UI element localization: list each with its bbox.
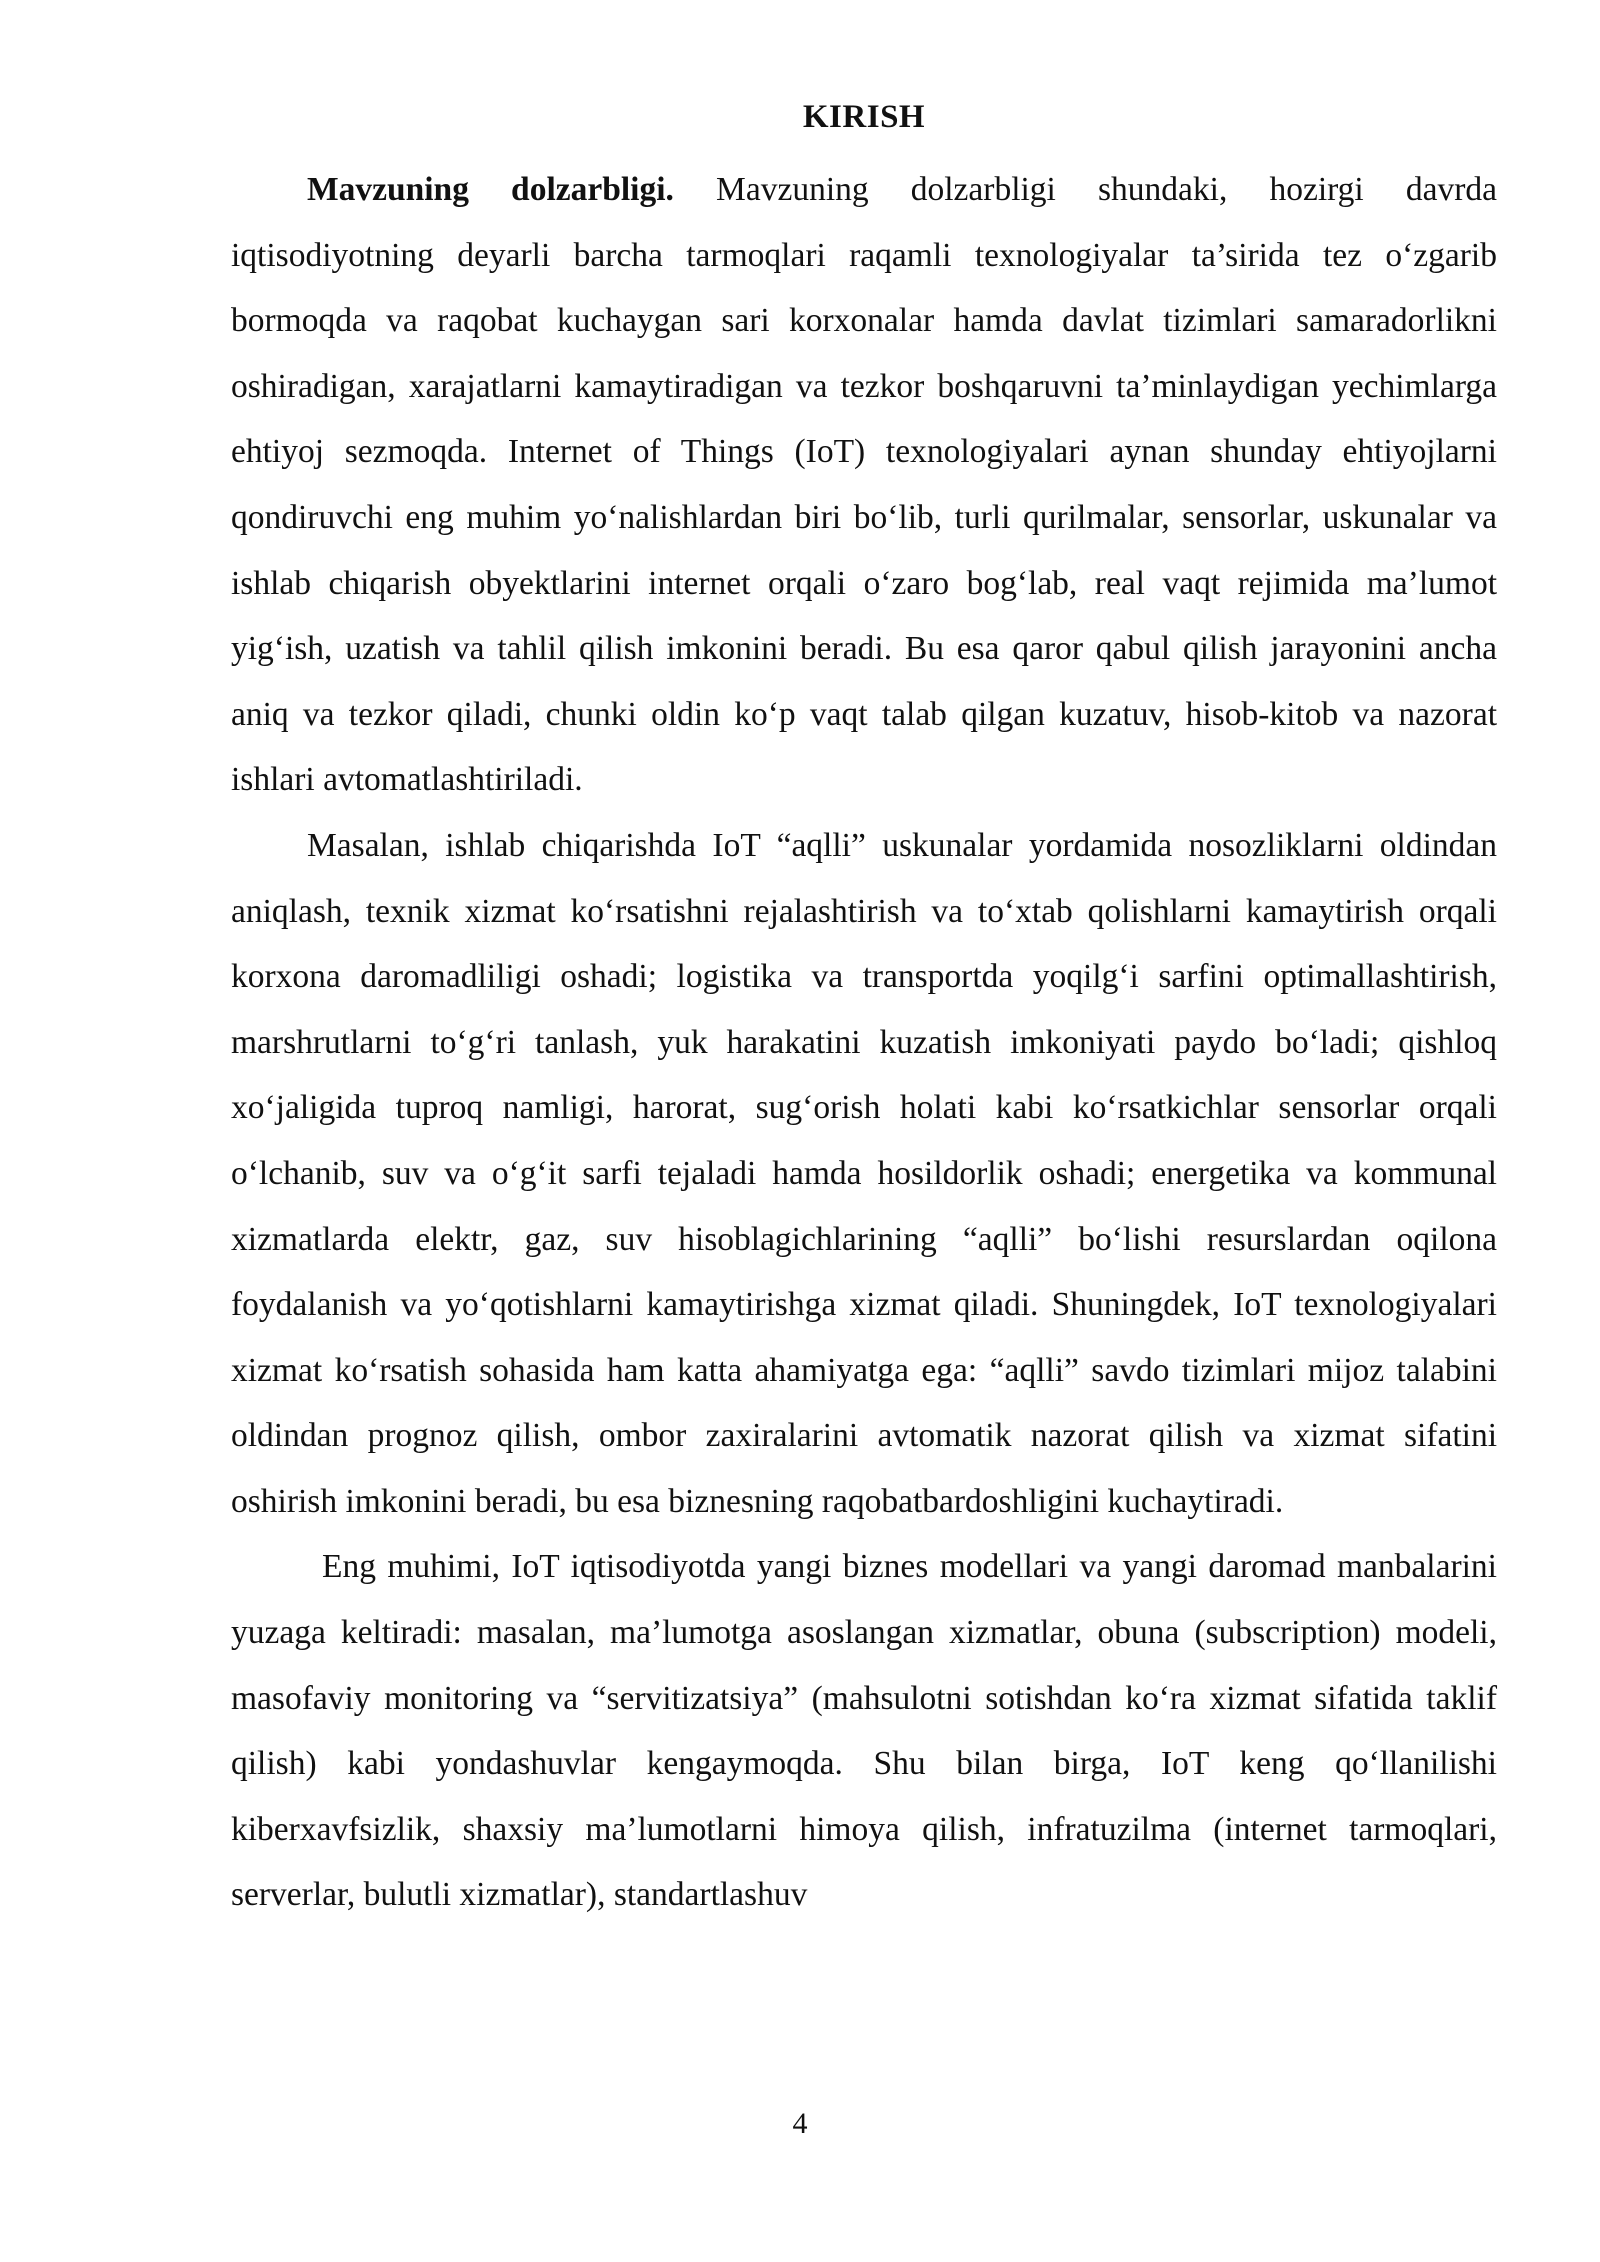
paragraph-body: Mavzuning dolzarbligi shundaki, hozirgi davrda iqtisodiyotning deyarli barcha tarmoqlari raqamli texnologiyalar ta’sirida tez o‘zgarib bormoqda va raqobat kuchaygan sari korxonalar hamda davlat tizimlari samaradorlikni oshiradigan, xarajatlarni kamaytiradigan va tezkor boshqaruvni ta’minlaydigan yechimlarga ehtiyoj sezmoqda. Internet of Things (IoT) texnologiyalari aynan shunday ehtiyojlarni qondiruvchi eng muhim yo‘nalishlardan biri bo‘lib, turli qurilmalar, sensorlar, uskunalar va ishlab chiqarish obyektlarini internet orqali o‘zaro bog‘lab, real vaqt rejimida ma’lumot yig‘ish, uzatish va tahlil qilish imkonini beradi. Bu esa qaror qabul qilish jarayonini ancha aniq va tezkor qiladi, chunki oldin ko‘p vaqt talab qilgan kuzatuv, hisob-kitob va nazorat ishlari avtomatlashtiriladi. — [231, 171, 1497, 799]
paragraph-lead: Mavzuning dolzarbligi. — [307, 171, 674, 208]
page-content — [231, 92, 1497, 1928]
page-number: 4 — [792, 2107, 808, 2140]
paragraph-relevance — [231, 157, 1497, 813]
paragraph-examples: Masalan, ishlab chiqarishda IoT “aqlli” uskunalar yordamida nosozliklarni oldindan aniqlash, texnik xizmat ko‘rsatishni rejalashtirish va to‘xtab qolishlarni kamaytirish orqali korxona daromadliligi oshadi; logistika va transportda yoqilg‘i sarfini optimallashtirish, marshrutlarni to‘g‘ri tanlash, yuk harakatini kuzatish imkoniyati paydo bo‘ladi; qishloq xo‘jaligida tuproq namligi, harorat, sug‘orish holati kabi ko‘rsatkichlar sensorlar orqali o‘lchanib, suv va o‘g‘it sarfi tejaladi hamda hosildorlik oshadi; energetika va kommunal xizmatlarda elektr, gaz, suv hisoblagichlarining “aqlli” bo‘lishi resurslardan oqilona foydalanish va yo‘qotishlarni kamaytirishga xizmat qiladi. Shuningdek, IoT texnologiyalari xizmat ko‘rsatish sohasida ham katta ahamiyatga ega: “aqlli” savdo tizimlari mijoz talabini oldindan prognoz qilish, ombor zaxiralarini avtomatik nazorat qilish va xizmat sifatini oshirish imkonini beradi, bu esa biznesning raqobatbardoshligini kuchaytiradi. — [231, 826, 1497, 1520]
section-heading: KIRISH — [802, 99, 926, 135]
paragraph-business-models: Eng muhimi, IoT iqtisodiyotda yangi biznes modellari va yangi daromad manbalarini yuzaga keltiradi: masalan, ma’lumotga asoslangan xizmatlar, obuna (subscription) modeli, masofaviy monitoring va “servitizatsiya” (mahsulotni sotishdan ko‘ra xizmat sifatida taklif qilish) kabi yondashuvlar kengaymoqda. Shu bilan birga, IoT keng qo‘llanilishi kiberxavfsizlik, shaxsiy ma’lumotlarni himoya qilish, infratuzilma (internet tarmoqlari, serverlar, bulutli xizmatlar), standartlashuv — [231, 1548, 1497, 1914]
